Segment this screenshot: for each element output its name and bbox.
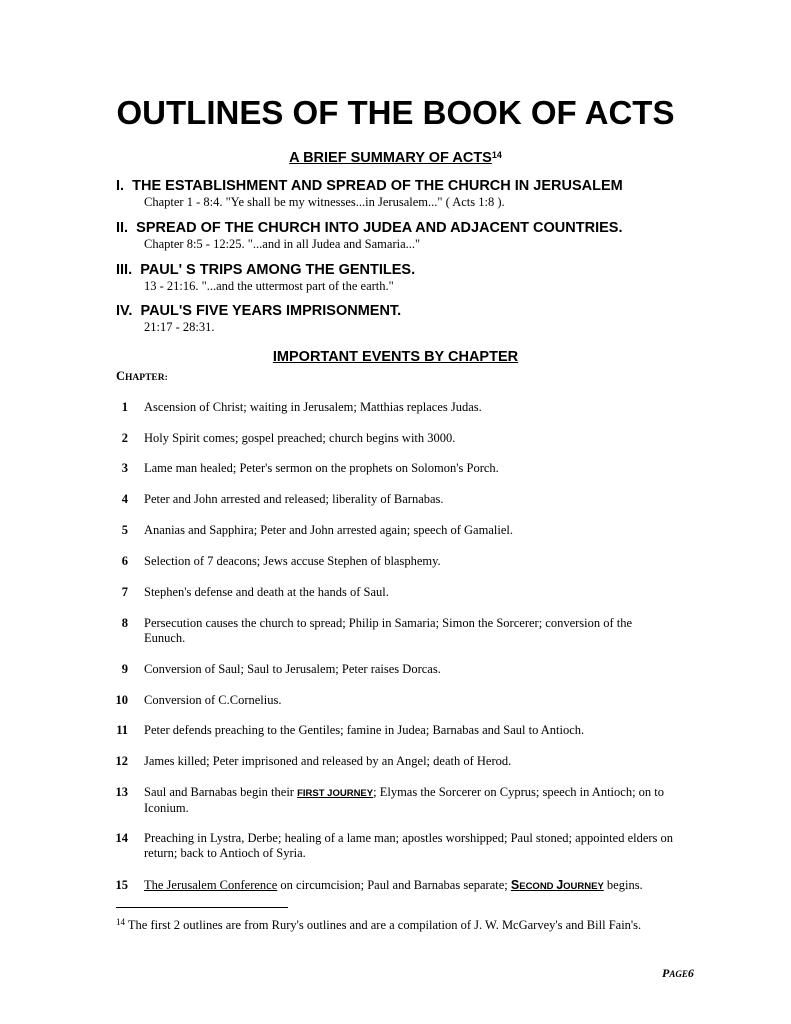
footnote-reference: 14 <box>491 150 502 160</box>
chapter-label-initial: C <box>116 369 126 383</box>
outline-title: PAUL' S TRIPS AMONG THE GENTILES. <box>140 262 416 278</box>
event-text <box>144 878 704 894</box>
event-number: 13 <box>115 785 128 799</box>
event-number: 7 <box>121 585 128 599</box>
event-number: 2 <box>121 431 128 445</box>
event-number: 3 <box>121 461 128 475</box>
outline-heading-4 <box>116 303 401 319</box>
outline-detail-3: 13 - 21:16. "...and the uttermost part of the earth." <box>144 279 394 293</box>
event-number: 1 <box>121 400 128 414</box>
outline-detail-2: Chapter 8:5 - 12:25. "...and in all Judea and Samaria..." <box>144 237 421 251</box>
outline-heading-1 <box>116 178 623 194</box>
event-text: Conversion of C.Cornelius. <box>144 693 282 707</box>
event-number: 11 <box>116 723 128 737</box>
page-number: PAGE6 <box>662 966 694 980</box>
jerusalem-conference-underlined: The Jerusalem Conference <box>144 878 278 892</box>
second-journey-highlight: SECOND JOURNEY <box>510 878 604 892</box>
outline-heading-2 <box>116 220 622 236</box>
event-text: Holy Spirit comes; gospel preached; church begins with 3000. <box>144 431 456 445</box>
event-text: Peter defends preaching to the Gentiles; famine in Judea; Barnabas and Saul to Antioch. <box>144 723 585 737</box>
event-text: Preaching in Lystra, Derbe; healing of a lame man; apostles worshipped; Paul stoned; appointed elders on return; back to Antioch of Syria. <box>144 831 674 860</box>
footnote <box>116 917 641 933</box>
event-text <box>144 785 674 816</box>
outline-detail-1: Chapter 1 - 8:4. "Ye shall be my witnesses...in Jerusalem..." ( Acts 1:8 ). <box>144 195 505 209</box>
outline-numeral: II. <box>116 220 129 236</box>
event-number: 6 <box>121 554 128 568</box>
event-number: 10 <box>115 693 128 707</box>
event-number: 4 <box>121 492 128 506</box>
event-number: 5 <box>121 523 128 537</box>
summary-heading <box>0 150 791 166</box>
event-text: James killed; Peter imprisoned and released by an Angel; death of Herod. <box>144 754 512 768</box>
chapter-column-label <box>116 369 168 384</box>
event-text: Conversion of Saul; Saul to Jerusalem; Peter raises Dorcas. <box>144 662 441 676</box>
event-number: 14 <box>115 831 128 845</box>
event-text: Ananias and Sapphira; Peter and John arrested again; speech of Gamaliel. <box>144 523 513 537</box>
event-number: 8 <box>121 616 128 630</box>
outline-numeral: III. <box>116 262 133 278</box>
event-text-part: Saul and Barnabas begin their <box>144 785 298 799</box>
event-text-part: begins. <box>603 878 643 892</box>
event-text: Ascension of Christ; waiting in Jerusalem; Matthias replaces Judas. <box>144 400 482 414</box>
outline-numeral: IV. <box>116 303 133 319</box>
event-text-part: ; Elymas the Sorcerer on Cyprus; speech in Antioch; on to Iconium. <box>144 785 665 815</box>
event-text: Peter and John arrested and released; liberality of Barnabas. <box>144 492 444 506</box>
event-text-part: on circumcision; Paul and Barnabas separate; <box>277 878 511 892</box>
chapter-label-rest: HAPTER: <box>125 373 168 383</box>
event-number: 12 <box>115 754 128 768</box>
outline-title: THE ESTABLISHMENT AND SPREAD OF THE CHURCH IN JERUSALEM <box>132 178 623 194</box>
footnote-text: The first 2 outlines are from Rury's outlines and are a compilation of J. W. McGarvey's and Bill Fain's. <box>125 918 642 932</box>
summary-heading-text: A BRIEF SUMMARY OF ACTS <box>289 150 492 166</box>
event-text: Selection of 7 deacons; Jews accuse Stephen of blasphemy. <box>144 554 441 568</box>
outline-title: SPREAD OF THE CHURCH INTO JUDEA AND ADJACENT COUNTRIES. <box>136 220 623 236</box>
event-text: Lame man healed; Peter's sermon on the prophets on Solomon's Porch. <box>144 461 499 475</box>
event-number: 15 <box>115 878 128 892</box>
outline-title: PAUL'S FIVE YEARS IMPRISONMENT. <box>140 303 402 319</box>
footnote-number: 14 <box>116 917 125 927</box>
event-text: Persecution causes the church to spread; Philip in Samaria; Simon the Sorcerer; conversion of the Eunuch. <box>144 616 633 645</box>
events-heading: IMPORTANT EVENTS BY CHAPTER <box>272 349 519 365</box>
footnote-divider <box>116 907 288 908</box>
outline-detail-4: 21:17 - 28:31. <box>144 320 215 334</box>
outline-heading-3 <box>116 262 415 278</box>
event-text: Stephen's defense and death at the hands of Saul. <box>144 585 389 599</box>
first-journey-highlight: FIRST JOURNEY <box>297 788 374 799</box>
event-number: 9 <box>121 662 128 676</box>
document-title: OUTLINES OF THE BOOK OF ACTS <box>116 94 675 131</box>
outline-numeral: I. <box>116 178 125 194</box>
